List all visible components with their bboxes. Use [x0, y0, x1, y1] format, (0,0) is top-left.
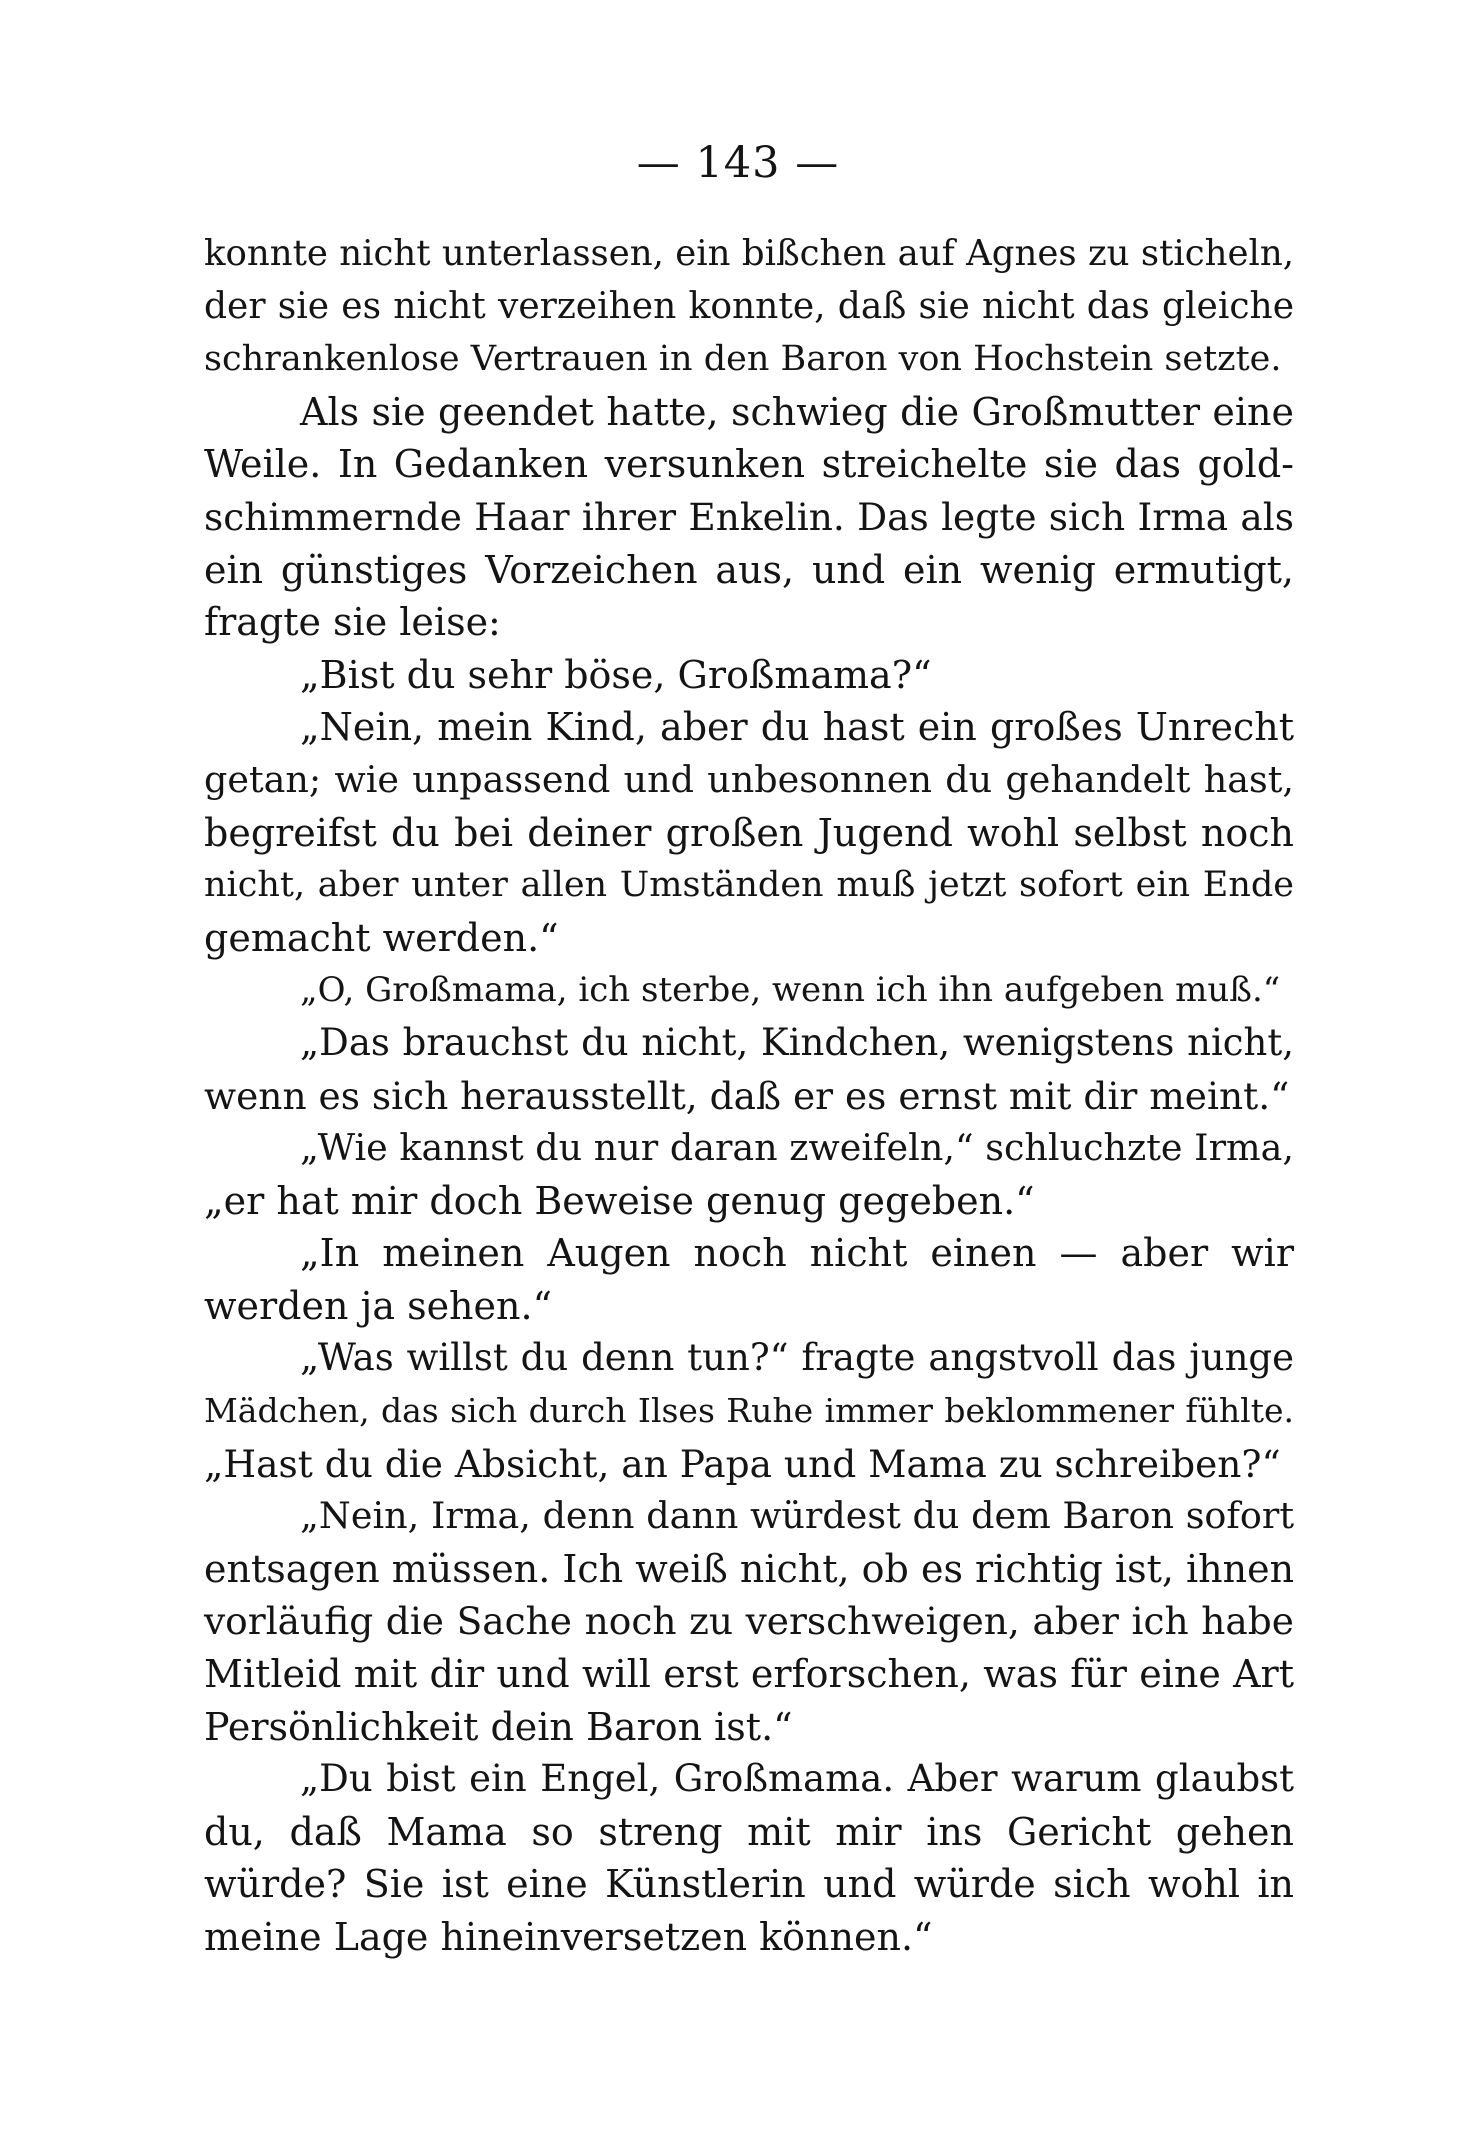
- body-text: [204, 228, 1294, 1964]
- text-line: getan; wie unpassend und unbesonnen du gehandelt hast,: [204, 757, 1294, 801]
- page-number: — 143 —: [636, 138, 840, 188]
- text-line: „er hat mir doch Beweise genug gegeben.“: [204, 1178, 1035, 1223]
- text-line: „Was willst du denn tun?“ fragte angstvoll das junge: [300, 1336, 1294, 1380]
- text-line: „Nein, Irma, denn dann würdest du dem Baron sofort: [300, 1494, 1294, 1538]
- text-line: der sie es nicht verzeihen konnte, daß sie nicht das gleiche: [204, 285, 1294, 327]
- text-line: „Hast du die Absicht, an Papa und Mama zu schreiben?“: [204, 1441, 1281, 1486]
- text-line: „Das brauchst du nicht, Kindchen, wenigstens nicht,: [300, 1020, 1294, 1064]
- text-line: gemacht werden.“: [204, 915, 559, 960]
- text-line: wenn es sich herausstellt, daß er es ernst mit dir meint.“: [204, 1073, 1290, 1118]
- text-line: meine Lage hineinversetzen können.“: [204, 1915, 933, 1959]
- text-line: nicht, aber unter allen Umständen muß jetzt sofort ein Ende: [204, 865, 1294, 906]
- text-line: schrankenlose Vertrauen in den Baron von Hochstein setzte.: [204, 339, 1282, 380]
- text-line: Mädchen, das sich durch Ilses Ruhe immer beklommener fühlte.: [204, 1391, 1294, 1431]
- text-line: konnte nicht unterlassen, ein bißchen auf Agnes zu sticheln,: [204, 233, 1294, 274]
- text-line: Weile. In Gedanken versunken streichelte sie das gold-: [204, 442, 1294, 487]
- text-line: „Du bist ein Engel, Großmama. Aber warum glaubst: [300, 1757, 1294, 1801]
- text-line: Als sie geendet hatte, schwieg die Großmutter eine: [300, 389, 1294, 434]
- text-line: Persönlichkeit dein Baron ist.“: [204, 1704, 793, 1749]
- text-line: werden ja sehen.“: [204, 1283, 552, 1328]
- text-line: begreifst du bei deiner großen Jugend wohl selbst noch: [204, 810, 1294, 855]
- text-line: schimmernde Haar ihrer Enkelin. Das legte sich Irma als: [204, 494, 1294, 539]
- text-line: vorläufig die Sache noch zu verschweigen, aber ich habe: [204, 1599, 1294, 1644]
- text-line: du, daß Mama so streng mit mir ins Gericht gehen: [204, 1809, 1294, 1854]
- text-line: würde? Sie ist eine Künstlerin und würde sich wohl in: [204, 1862, 1294, 1907]
- text-line: ein günstiges Vorzeichen aus, und ein wenig ermutigt,: [204, 547, 1294, 592]
- text-line: entsagen müssen. Ich weiß nicht, ob es richtig ist, ihnen: [204, 1546, 1295, 1591]
- text-line: „Nein, mein Kind, aber du hast ein großes Unrecht: [300, 705, 1294, 750]
- text-line: Mitleid mit dir und will erst erforschen, was für eine Art: [204, 1652, 1294, 1697]
- text-line: „O, Großmama, ich sterbe, wenn ich ihn aufgeben muß.“: [300, 970, 1281, 1011]
- text-line: „Bist du sehr böse, Großmama?“: [300, 652, 932, 697]
- text-line: „Wie kannst du nur daran zweifeln,“ schluchzte Irma,: [300, 1126, 1294, 1170]
- text-line: fragte sie leise:: [204, 600, 501, 645]
- text-line: „In meinen Augen noch nicht einen — aber wir: [300, 1231, 1294, 1276]
